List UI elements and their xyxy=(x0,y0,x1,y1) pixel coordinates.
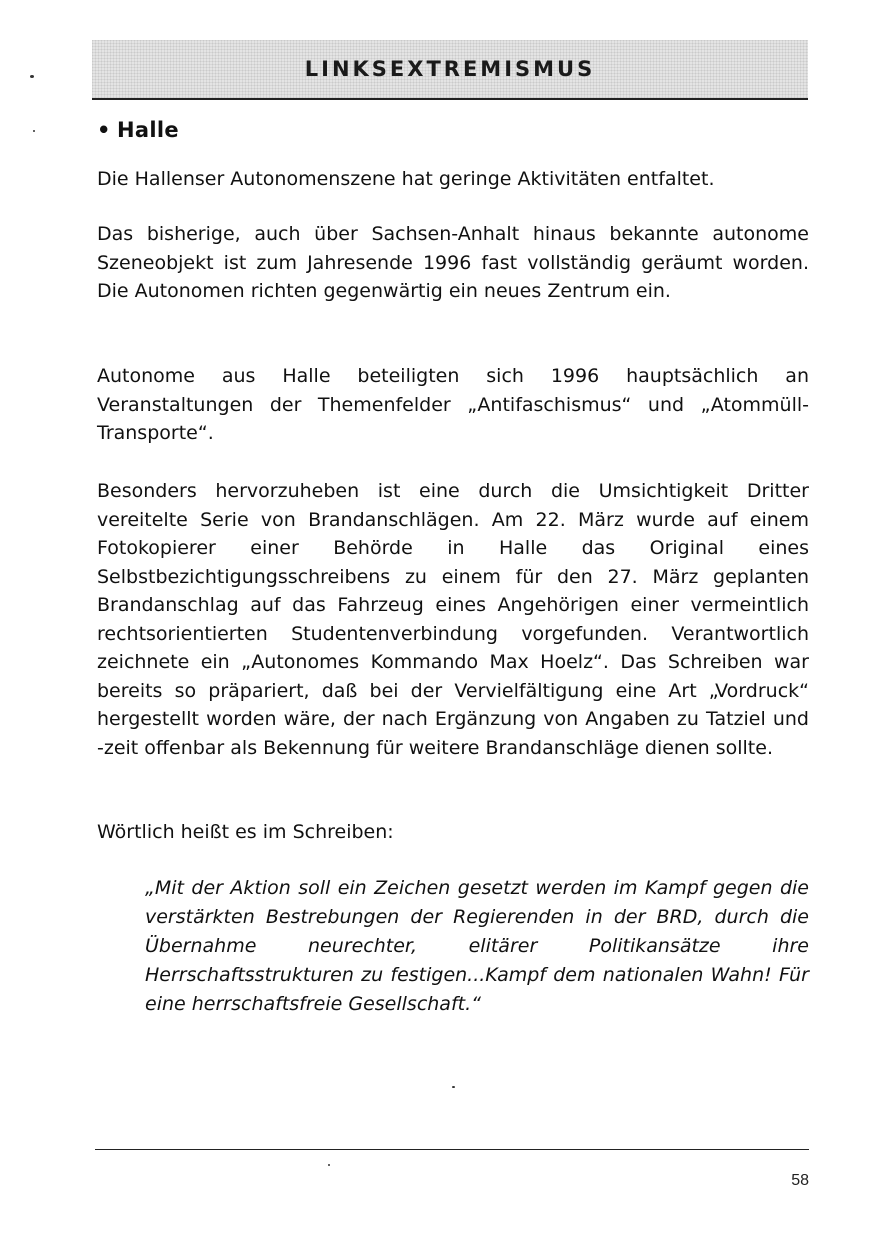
paragraph-2: Das bisherige, auch über Sachsen-Anhalt hinaus bekannte autonome Szeneobjekt ist zum Jahresende 1996 fast vollständig geräumt worden. Die Autonomen richten gegenwärtig ein neues Zentrum ein. xyxy=(97,223,809,302)
chapter-title: LINKSEXTREMISMUS xyxy=(304,57,596,81)
scan-speck xyxy=(30,75,34,78)
chapter-header-band xyxy=(92,40,808,100)
scan-speck xyxy=(33,130,35,132)
paragraph-3: Autonome aus Halle beteiligten sich 1996 hauptsächlich an Veranstaltungen der Themenfelder „Antifaschismus“ und „Atommüll-Transporte“. xyxy=(97,365,809,444)
paragraph-1: Die Hallenser Autonomenszene hat geringe Aktivitäten entfaltet. xyxy=(97,168,715,190)
scan-speck xyxy=(452,1086,455,1088)
page-number: 58 xyxy=(791,1172,809,1189)
section-heading-text: Halle xyxy=(117,118,179,142)
section-heading xyxy=(97,118,179,142)
footer-divider xyxy=(95,1149,809,1150)
paragraph-4: Besonders hervorzuheben ist eine durch die Umsichtigkeit Dritter vereitelte Serie von Brandanschlägen. Am 22. März wurde auf einem Fotokopierer einer Behörde in Halle das Original eines Selbstbezichtigungsschreibens zu einem für den 27. März geplanten Brandanschlag auf das Fahrzeug eines Angehörigen einer vermeintlich rechtsorientierten Studentenverbindung vorgefunden. Verantwortlich zeichnete ein „Autonomes Kommando Max Hoelz“. Das Schreiben war bereits so präpariert, daß bei der Vervielfältigung eine Art „Vordruck“ hergestellt worden wäre, der nach Ergänzung von Angaben zu Tatziel und -zeit offenbar als Bekennung für weitere Brandanschläge dienen sollte. xyxy=(97,480,809,759)
bullet-icon: • xyxy=(97,118,111,142)
paragraph-5: Wörtlich heißt es im Schreiben: xyxy=(97,821,394,843)
block-quote: „Mit der Aktion soll ein Zeichen gesetzt werden im Kampf gegen die verstärkten Bestrebungen der Regierenden in der BRD, durch die Übernahme neurechter, elitärer Politikansätze ihre Herrschaftsstrukturen zu festigen...Kampf dem nationalen Wahn! Für eine herrschaftsfreie Gesellschaft.“ xyxy=(145,877,809,1015)
scan-speck xyxy=(328,1164,330,1166)
